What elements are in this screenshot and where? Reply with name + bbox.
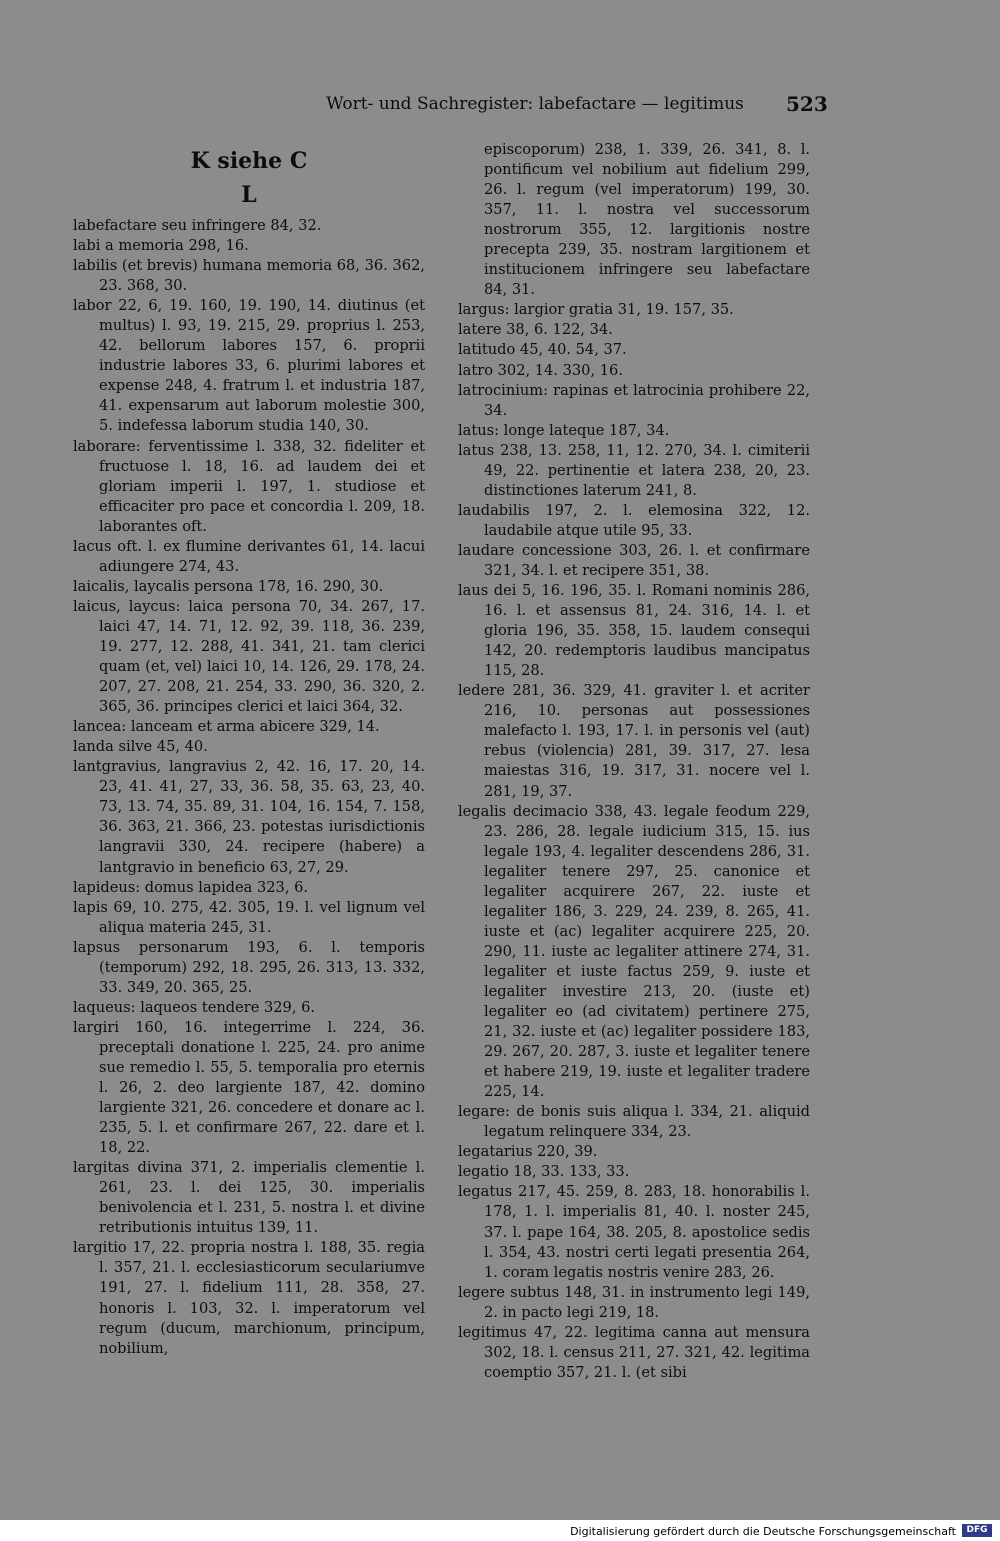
section-heading-k: K siehe C bbox=[190, 148, 308, 174]
index-entry: laqueus: laqueos tendere 329, 6. bbox=[73, 998, 316, 1016]
running-title: Wort- und Sachregister: labefactare — legitimus bbox=[326, 94, 744, 114]
index-entry: latus: longe lateque 187, 34. bbox=[458, 421, 670, 439]
index-entry: latus 238, 13. 258, 11, 12. 270, 34. l. cimiterii 49, 22. pertinentie et latera 238, 20, 23. distinctiones laterum 241, 8. bbox=[458, 441, 810, 499]
index-entry: laicus, laycus: laica persona 70, 34. 267, 17. laici 47, 14. 71, 12. 92, 39. 118, 36. 239, 19. 277, 12. 288, 41. 341, 21. tam clerici quam (et, vel) laici 10, 14. 126, 29. 178, 24. 207, 27. 208, 21. 254, 33. 290, 36. 320, 2. 365, 36. principes clerici et laici 364, 32. bbox=[73, 597, 425, 716]
page-number: 523 bbox=[786, 92, 828, 116]
index-entry: legatus 217, 45. 259, 8. 283, 18. honorabilis l. 178, 1. l. imperialis 81, 40. l. noster 245, 37. l. pape 164, 38. 205, 8. apostolice sedis l. 354, 43. nostri certi legati presentia 264, 1. coram legatis nostris venire 283, 26. bbox=[458, 1183, 810, 1281]
right-entries bbox=[458, 300, 810, 1383]
index-entry: latro 302, 14. 330, 16. bbox=[458, 361, 623, 379]
dfg-logo: DFG bbox=[962, 1524, 992, 1537]
continued-entry: episcoporum) 238, 1. 339, 26. 341, 8. l. pontificum vel nobilium aut fidelium 299, 26. l. regum (vel imperatorum) 199, 30. 357, 11. l. nostra vel successorum nostrorum 355, 12. largitionis nostre precepta 239, 35. nostram largitionem et institucionem infringere seu labefactare 84, 31. bbox=[484, 141, 810, 299]
index-entry: labefactare seu infringere 84, 32. bbox=[73, 217, 322, 234]
index-entry: lacus oft. l. ex flumine derivantes 61, 14. lacui adiungere 274, 43. bbox=[73, 537, 425, 575]
index-entry: legare: de bonis suis aliqua l. 334, 21. aliquid legatum relinquere 334, 23. bbox=[458, 1103, 810, 1141]
index-entry: legatio 18, 33. 133, 33. bbox=[458, 1163, 630, 1181]
index-entry: largus: largior gratia 31, 19. 157, 35. bbox=[458, 301, 734, 319]
index-entry: lancea: lanceam et arma abicere 329, 14. bbox=[73, 718, 380, 736]
section-heading-l: L bbox=[241, 182, 257, 208]
index-entry: laudabilis 197, 2. l. elemosina 322, 12. laudabile atque utile 95, 33. bbox=[458, 501, 810, 539]
index-entry: laudare concessione 303, 26. l. et confirmare 321, 34. l. et recipere 351, 38. bbox=[458, 541, 810, 579]
index-entry: laicalis, laycalis persona 178, 16. 290, 30. bbox=[73, 577, 384, 595]
index-entry: ledere 281, 36. 329, 41. graviter l. et acriter 216, 10. personas aut possessiones malefacto l. 193, 17. l. in personis vel (aut) rebus (violencia) 281, 39. 317, 27. lesa maiestas 316, 19. 317, 31. nocere vel l. 281, 19, 37. bbox=[458, 682, 810, 800]
index-entry: largiri 160, 16. integerrime l. 224, 36. preceptali donatione l. 225, 24. pro anime sue remedio l. 55, 5. temporalia pro eternis l. 26, 2. deo largiente 187, 42. domino largiente 321, 26. concedere et donare ac l. 235, 5. l. et confirmare 267, 22. dare et l. 18, 22. bbox=[73, 1018, 425, 1157]
index-entry: lantgravius, langravius 2, 42. 16, 17. 20, 14. 23, 41. 41, 27, 33, 36. 58, 35. 63, 23, 40. 73, 13. 74, 35. 89, 31. 104, 16. 154, 7. 158, 36. 363, 21. 366, 23. potestas iurisdictionis langravii 330, 24. recipere (habere) a lantgravio in beneficio 63, 27, 29. bbox=[73, 758, 425, 876]
index-entry: lapsus personarum 193, 6. l. temporis (temporum) 292, 18. 295, 26. 313, 13. 332, 33. 349, 20. 365, 25. bbox=[73, 938, 425, 996]
index-entry: legitimus 47, 22. legitima canna aut mensura 302, 18. l. census 211, 27. 321, 42. legitima coemptio 357, 21. l. (et sibi bbox=[458, 1323, 810, 1381]
left-column bbox=[73, 140, 425, 1359]
footer-credit: Digitalisierung gefördert durch die Deutsche Forschungsgemeinschaft bbox=[570, 1525, 956, 1538]
left-entries bbox=[73, 216, 425, 1359]
index-entry: latrocinium: rapinas et latrocinia prohibere 22, 34. bbox=[458, 381, 810, 419]
index-entry: landa silve 45, 40. bbox=[73, 738, 208, 756]
index-entry: laborare: ferventissime l. 338, 32. fideliter et fructuose l. 18, 16. ad laudem dei et gloriam imperii l. 197, 1. studiose et efficaciter pro pace et concordia l. 209, 18. laborantes oft. bbox=[73, 437, 425, 535]
index-entry: labilis (et brevis) humana memoria 68, 36. 362, 23. 368, 30. bbox=[73, 257, 425, 295]
index-entry: labi a memoria 298, 16. bbox=[73, 237, 249, 255]
index-entry: labor 22, 6, 19. 160, 19. 190, 14. diutinus (et multus) l. 93, 19. 215, 29. proprius l. 253, 42. bellorum labores 157, 6. proprii industrie labores 33, 6. plurimi labores et expense 248, 4. fratrum l. et industria 187, 41. expensarum aut laborum molestie 300, 5. indefessa laborum studia 140, 30. bbox=[73, 297, 425, 435]
index-entry: largitas divina 371, 2. imperialis clementie l. 261, 23. l. dei 125, 30. imperialis benivolencia et l. 231, 5. nostra l. et divine retributionis intuitus 139, 11. bbox=[73, 1159, 425, 1237]
index-entry: legatarius 220, 39. bbox=[458, 1143, 598, 1161]
index-entry: lapideus: domus lapidea 323, 6. bbox=[73, 878, 309, 896]
index-entry: largitio 17, 22. propria nostra l. 188, 35. regia l. 357, 21. l. ecclesiasticorum seculariumve 191, 27. l. fidelium 111, 28. 358, 27. honoris l. 103, 32. l. imperatorum vel regum (ducum, marchionum, principum, nobilium, bbox=[73, 1239, 425, 1357]
index-entry: latitudo 45, 40. 54, 37. bbox=[458, 341, 627, 359]
index-entry: latere 38, 6. 122, 34. bbox=[458, 321, 613, 339]
index-entry: laus dei 5, 16. 196, 35. l. Romani nominis 286, 16. l. et assensus 81, 24. 316, 14. l. et gloria 196, 35. 358, 15. laudem consequi 142, 20. redemptoris laudibus mancipatus 115, 28. bbox=[458, 582, 810, 680]
index-entry: legalis decimacio 338, 43. legale feodum 229, 23. 286, 28. legale iudicium 315, 15. ius legale 193, 4. legaliter descendens 286, 31. legaliter tenere 297, 25. canonice et legaliter acquirere 267, 22. iuste et legaliter 186, 3. 229, 24. 239, 8. 265, 41. iuste et (ac) legaliter acquirere 225, 20. 290, 11. iuste ac legaliter attinere 274, 31. legaliter et iuste factus 259, 9. iuste et legaliter investire 213, 20. (iuste et) legaliter eo (ad civitatem) pertinere 275, 21, 32. iuste et (ac) legaliter possidere 183, 29. 267, 20. 287, 3. iuste et legaliter tenere et habere 219, 19. iuste et legaliter tradere 225, 14. bbox=[458, 802, 810, 1101]
index-entry: lapis 69, 10. 275, 42. 305, 19. l. vel lignum vel aliqua materia 245, 31. bbox=[73, 898, 425, 936]
index-entry: legere subtus 148, 31. in instrumento legi 149, 2. in pacto legi 219, 18. bbox=[458, 1283, 810, 1321]
right-column bbox=[458, 140, 810, 1383]
